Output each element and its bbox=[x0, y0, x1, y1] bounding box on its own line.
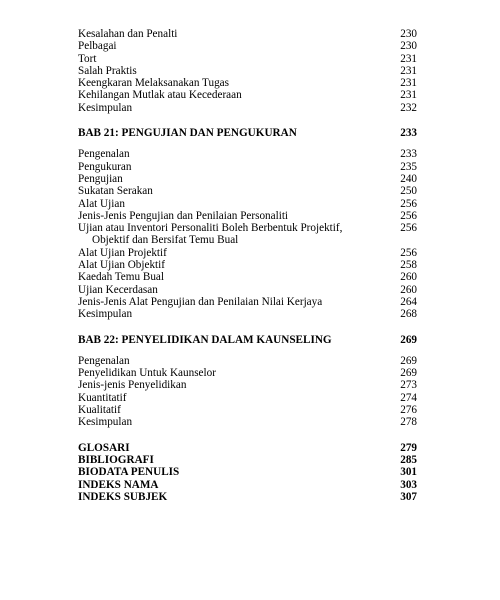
toc-entry bbox=[78, 392, 417, 404]
toc-entry bbox=[78, 416, 417, 428]
toc-section bbox=[78, 28, 417, 114]
toc-entry bbox=[78, 53, 417, 65]
section-spacer bbox=[78, 346, 417, 355]
toc-entry-title-line: Salah Praktis bbox=[78, 64, 137, 77]
toc-page-number: 268 bbox=[400, 308, 417, 321]
toc-entry bbox=[78, 355, 417, 367]
toc-entry-title bbox=[78, 198, 395, 210]
back-matter-entry bbox=[78, 466, 417, 478]
toc-page-number: 301 bbox=[400, 466, 417, 479]
toc-page-number: 276 bbox=[400, 404, 417, 417]
toc-heading-title bbox=[78, 479, 395, 491]
toc-entry bbox=[78, 296, 417, 308]
toc-entry bbox=[78, 308, 417, 320]
section-spacer bbox=[78, 114, 417, 127]
toc-entry bbox=[78, 173, 417, 185]
toc-entry-title bbox=[78, 185, 395, 197]
toc-entry-title bbox=[78, 65, 395, 77]
back-matter-entry bbox=[78, 454, 417, 466]
toc-page-number: 273 bbox=[400, 379, 417, 392]
toc-entry-title-line: Penyelidikan Untuk Kaunselor bbox=[78, 367, 216, 380]
toc-heading-title bbox=[78, 334, 395, 346]
toc-page-number: 256 bbox=[400, 197, 417, 210]
toc-heading-title bbox=[78, 442, 395, 454]
toc-page-number: 264 bbox=[400, 295, 417, 308]
toc-page-number: 232 bbox=[400, 101, 417, 114]
toc-page-number: 269 bbox=[400, 354, 417, 367]
back-matter-entry bbox=[78, 479, 417, 491]
toc-entry-title-line: Jenis-Jenis Pengujian dan Penilaian Personaliti bbox=[78, 209, 289, 222]
toc-entry-title-line: Kualitatif bbox=[78, 404, 121, 417]
toc-entry bbox=[78, 404, 417, 416]
toc-entry bbox=[78, 247, 417, 259]
toc-entry bbox=[78, 271, 417, 283]
toc-entry-title bbox=[78, 284, 395, 296]
toc-entry-title-line: Jenis-Jenis Alat Pengujian dan Penilaian Nilai Kerjaya bbox=[78, 295, 323, 308]
toc-entry-title-line: INDEKS NAMA bbox=[78, 478, 159, 491]
toc-entry-title bbox=[78, 259, 395, 271]
toc-entry-title-line: Ujian Kecerdasan bbox=[78, 283, 158, 296]
toc-entry-title-line: Kesalahan dan Penalti bbox=[78, 28, 178, 40]
toc-entry-title-line: Kehilangan Mutlak atau Kecederaan bbox=[78, 89, 242, 102]
toc-entry-title bbox=[78, 53, 395, 65]
table-of-contents bbox=[78, 28, 417, 503]
toc-entry-title bbox=[78, 77, 395, 89]
toc-entry bbox=[78, 40, 417, 52]
toc-page-number: 231 bbox=[400, 77, 417, 90]
toc-page-number: 274 bbox=[400, 391, 417, 404]
toc-entry-title-line: Alat Ujian Objektif bbox=[78, 259, 165, 272]
toc-entry bbox=[78, 102, 417, 114]
toc-page-number: 256 bbox=[400, 246, 417, 259]
toc-entry bbox=[78, 210, 417, 222]
toc-entry-title bbox=[78, 161, 395, 173]
toc-entry-title-line: Kesimpulan bbox=[78, 101, 133, 114]
toc-entry-title-line: Alat Ujian bbox=[78, 197, 125, 210]
toc-page-number: 256 bbox=[400, 209, 417, 222]
toc-entry-title bbox=[78, 271, 395, 283]
toc-entry-title bbox=[78, 148, 395, 160]
toc-entry-title-line: BAB 22: PENYELIDIKAN DALAM KAUNSELING bbox=[78, 333, 332, 346]
toc-page-number: 303 bbox=[400, 478, 417, 491]
toc-entry bbox=[78, 77, 417, 89]
toc-entry bbox=[78, 198, 417, 210]
toc-heading-title bbox=[78, 127, 395, 139]
toc-entry bbox=[78, 185, 417, 197]
toc-entry-title-line: Kesimpulan bbox=[78, 308, 133, 321]
toc-entry-title-line: Sukatan Serakan bbox=[78, 185, 153, 198]
toc-entry-title bbox=[78, 40, 395, 52]
toc-entry-title bbox=[78, 416, 395, 428]
toc-entry-title bbox=[78, 379, 395, 391]
toc-page-number: 231 bbox=[400, 89, 417, 102]
toc-heading-title bbox=[78, 491, 395, 503]
toc-page-number: 260 bbox=[400, 271, 417, 284]
toc-page-number: 285 bbox=[400, 453, 417, 466]
section-spacer bbox=[78, 429, 417, 442]
toc-entry-title bbox=[78, 222, 395, 247]
toc-entry-title-line: Pelbagai bbox=[78, 40, 117, 53]
toc-entry bbox=[78, 222, 417, 247]
toc-entry bbox=[78, 367, 417, 379]
back-matter-entry bbox=[78, 442, 417, 454]
toc-entry-title bbox=[78, 404, 395, 416]
toc-entry-title-line: GLOSARI bbox=[78, 441, 130, 454]
back-matter-entry bbox=[78, 491, 417, 503]
toc-entry-title-line: Kaedah Temu Bual bbox=[78, 271, 164, 284]
toc-entry-title bbox=[78, 247, 395, 259]
toc-entry-title bbox=[78, 296, 395, 308]
chapter-heading bbox=[78, 334, 417, 346]
toc-entry-title-line: BIBLIOGRAFI bbox=[78, 453, 154, 466]
toc-page-number: 250 bbox=[400, 185, 417, 198]
toc-entry bbox=[78, 65, 417, 77]
toc-page-number: 269 bbox=[400, 333, 417, 346]
toc-page-number: 240 bbox=[400, 172, 417, 185]
toc-entry bbox=[78, 89, 417, 101]
toc-entry bbox=[78, 28, 417, 40]
toc-page-number: 233 bbox=[400, 148, 417, 161]
toc-entry bbox=[78, 379, 417, 391]
toc-page-number: 256 bbox=[400, 222, 417, 235]
toc-entry-title-line: Jenis-jenis Penyelidikan bbox=[78, 379, 187, 392]
toc-entry-title-line: Pengukuran bbox=[78, 160, 132, 173]
toc-entry-title-line: Pengujian bbox=[78, 172, 123, 185]
toc-entry-title bbox=[78, 173, 395, 185]
toc-page-number: 235 bbox=[400, 160, 417, 173]
toc-entry-title-line: Ujian atau Inventori Personaliti Boleh Berbentuk Projektif, bbox=[78, 222, 343, 235]
toc-entry-title-line: Kuantitatif bbox=[78, 391, 127, 404]
toc-entry-title-line: Tort bbox=[78, 52, 97, 65]
toc-entry-title bbox=[78, 392, 395, 404]
toc-entry-title-line: Kesimpulan bbox=[78, 416, 133, 429]
toc-entry bbox=[78, 284, 417, 296]
toc-entry-title-line: INDEKS SUBJEK bbox=[78, 490, 168, 503]
toc-entry-title-continuation: Objektif dan Bersifat Temu Bual bbox=[92, 234, 239, 247]
toc-entry-title-line: Keengkaran Melaksanakan Tugas bbox=[78, 77, 229, 90]
toc-section bbox=[78, 114, 417, 320]
toc-page-number: 231 bbox=[400, 64, 417, 77]
toc-entry-title-line: Alat Ujian Projektif bbox=[78, 246, 167, 259]
toc-page-number: 231 bbox=[400, 52, 417, 65]
chapter-heading bbox=[78, 127, 417, 139]
toc-page-number: 230 bbox=[400, 28, 417, 40]
toc-page-number: 307 bbox=[400, 490, 417, 503]
section-spacer bbox=[78, 139, 417, 148]
toc-entry-title bbox=[78, 367, 395, 379]
toc-page-number: 230 bbox=[400, 40, 417, 53]
toc-entry-title bbox=[78, 210, 395, 222]
toc-entry-title-line: BAB 21: PENGUJIAN DAN PENGUKURAN bbox=[78, 127, 297, 140]
toc-page-number: 269 bbox=[400, 367, 417, 380]
toc-entry bbox=[78, 161, 417, 173]
toc-entry-title-line: Pengenalan bbox=[78, 354, 130, 367]
toc-entry-title-line: Pengenalan bbox=[78, 148, 130, 161]
toc-page-number: 279 bbox=[400, 441, 417, 454]
toc-entry-title bbox=[78, 89, 395, 101]
toc-heading-title bbox=[78, 466, 395, 478]
toc-entry-title bbox=[78, 102, 395, 114]
toc-page-number: 258 bbox=[400, 259, 417, 272]
toc-entry-title bbox=[78, 355, 395, 367]
toc-entry-title bbox=[78, 28, 395, 40]
section-spacer bbox=[78, 321, 417, 334]
toc-section bbox=[78, 321, 417, 429]
toc-entry bbox=[78, 148, 417, 160]
toc-entry-title-line: BIODATA PENULIS bbox=[78, 466, 180, 479]
toc-heading-title bbox=[78, 454, 395, 466]
toc-page-number: 260 bbox=[400, 283, 417, 296]
toc-page-number: 233 bbox=[400, 127, 417, 140]
toc-entry bbox=[78, 259, 417, 271]
toc-entry-title bbox=[78, 308, 395, 320]
back-matter bbox=[78, 429, 417, 503]
toc-page-number: 278 bbox=[400, 416, 417, 429]
